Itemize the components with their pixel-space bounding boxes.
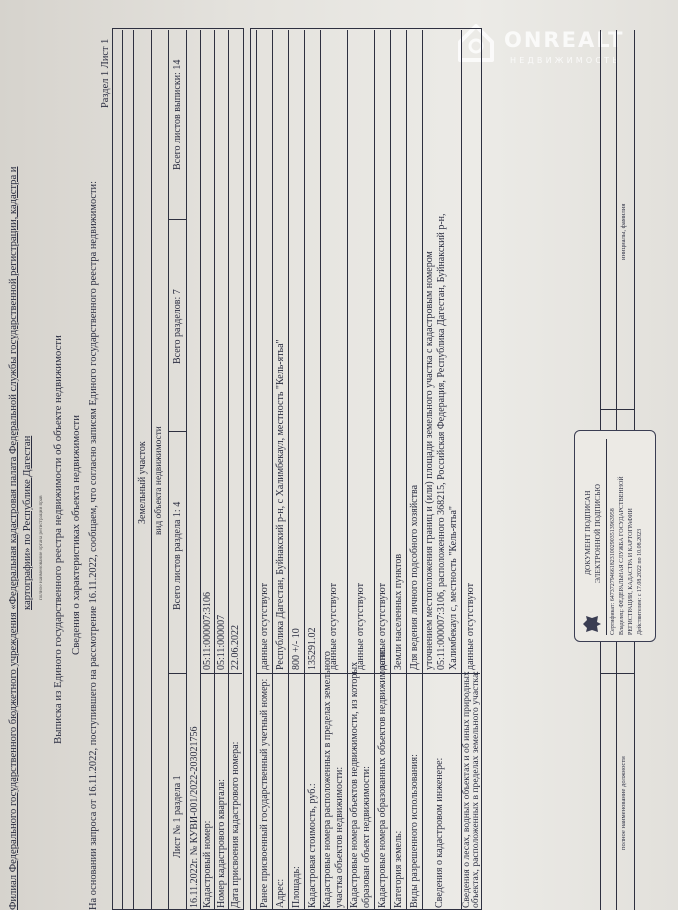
- total-sheets: Всего листов выписки: 14: [172, 59, 183, 170]
- contained-objects-value: данные отсутствуют: [328, 583, 339, 670]
- nature-objects-label-1: Сведения о лесах, водных объектах и об иных природных: [461, 671, 472, 908]
- org-name-line2: картографии» по Республике Дагестан: [22, 435, 33, 610]
- cadastral-value-value: 135291.02: [307, 627, 318, 670]
- formed-objects-value: данные отсутствуют: [377, 583, 388, 670]
- prev-number-value: данные отсутствуют: [259, 583, 270, 670]
- cadastral-number-value: 05:11:000007:3106: [202, 592, 213, 670]
- land-category-label: Категория земель:: [393, 830, 404, 908]
- request-basis: На основании запроса от 16.11.2022, поступившего на рассмотрение 16.11.2022, сообщаем, что согласно записям Единого государственного реестра недвижимости:: [88, 181, 99, 910]
- nature-objects-value: данные отсутствуют: [465, 583, 476, 670]
- engineer-value-3: Халимбекаул с, местность "Кель-ятьа": [448, 506, 459, 670]
- nature-objects-label-2: объектах, расположенных в пределах земельного участка:: [470, 671, 481, 908]
- e-signature-stamp: [574, 430, 656, 642]
- formed-objects-label: Кадастровые номера образованных объектов недвижимости:: [377, 648, 388, 908]
- stamp-cert: Сертификат: 6473727946618231002903513963958: [610, 508, 616, 635]
- prev-number-label: Ранее присвоенный государственный учетный номер:: [259, 678, 270, 908]
- stamp-line1: ДОКУМЕНТ ПОДПИСАН: [583, 490, 592, 575]
- contained-objects-label-1: Кадастровые номера расположенных в пределах земельного: [322, 651, 333, 908]
- assignment-date-label: Дата присвоения кадастрового номера:: [230, 741, 241, 908]
- org-name-caption: полное наименование органа регистрации прав: [38, 495, 44, 600]
- doc-subtitle: Сведения о характеристиках объекта недвижимости: [70, 414, 82, 655]
- watermark-brand: ONREALT: [504, 28, 625, 52]
- position-caption: полное наименование должности: [620, 756, 627, 850]
- engineer-value-1: уточнением местоположения границ и (или) площади земельного участка с кадастровым номером: [424, 251, 435, 670]
- cadastral-quarter-label: Номер кадастрового квартала:: [216, 779, 227, 908]
- section-label: Раздел 1 Лист 1: [100, 38, 111, 108]
- source-objects-value: данные отсутствуют: [355, 583, 366, 670]
- land-category-value: Земли населенных пунктов: [393, 553, 404, 670]
- cadastral-value-label: Кадастровая стоимость, руб.:: [307, 783, 318, 908]
- contained-objects-label-2: участка объектов недвижимости:: [334, 766, 345, 908]
- permitted-use-label: Виды разрешенного использования:: [409, 754, 420, 908]
- stamp-line2: ЭЛЕКТРОННОЙ ПОДПИСЬЮ: [593, 484, 602, 583]
- permitted-use-value: Для ведения личного подсобного хозяйства: [409, 484, 420, 670]
- object-type: Земельный участок: [137, 441, 148, 524]
- assignment-date-value: 22.06.2022: [230, 625, 241, 670]
- address-value: Республика Дагестан, Буйнакский р-н, с Халимбекаул, местность "Кель-ятьа": [275, 339, 286, 670]
- stamp-owner2: РЕГИСТРАЦИИ, КАДАСТРА И КАРТОГРАФИИ: [628, 508, 634, 635]
- sheet-number: Лист № 1 раздела 1: [172, 775, 183, 858]
- object-type-caption: вид объекта недвижимости: [154, 426, 164, 535]
- cadastral-quarter-value: 05:11:000007: [216, 614, 227, 670]
- engineer-value-2: 05:11:000007:3106, расположенного 368215, Российская Федерация, Республика Дагестан, Буйнакский р-н,: [436, 213, 447, 670]
- coat-of-arms-icon: [581, 613, 603, 635]
- area-label: Площадь:: [291, 866, 302, 908]
- area-value: 800 +/- 10: [291, 628, 302, 670]
- sheets-in-section: Всего листов раздела 1: 4: [172, 501, 183, 610]
- address-label: Адрес:: [275, 878, 286, 908]
- stamp-owner: Владелец: ФЕДЕРАЛЬНАЯ СЛУЖБА ГОСУДАРСТВЕННОЙ: [619, 476, 625, 635]
- request-date-number: 16.11.2022г. № КУВИ-001/2022-203021756: [189, 726, 200, 908]
- org-name-line1: Филиал Федерального государственного бюджетного учреждения «Федеральная кадастровая палата Федеральной службы государственной регистрации, кадастра и: [8, 166, 19, 910]
- total-sections: Всего разделов: 7: [172, 289, 183, 364]
- source-objects-label-1: Кадастровые номера объектов недвижимости, из которых: [349, 661, 360, 908]
- watermark-subtitle: НЕДВИЖИМОСТЬ: [510, 56, 621, 65]
- doc-title: Выписка из Единого государственного реестра недвижимости об объекте недвижимости: [52, 335, 64, 744]
- name-caption: инициалы, фамилия: [620, 203, 627, 260]
- stamp-validity: Действителен: с 17.08.2022 по 10.08.2023: [637, 528, 643, 635]
- cadastral-number-label: Кадастровый номер:: [202, 820, 213, 908]
- source-objects-label-2: образован объект недвижимости:: [361, 766, 372, 908]
- engineer-label: Сведения о кадастровом инженере:: [434, 757, 445, 908]
